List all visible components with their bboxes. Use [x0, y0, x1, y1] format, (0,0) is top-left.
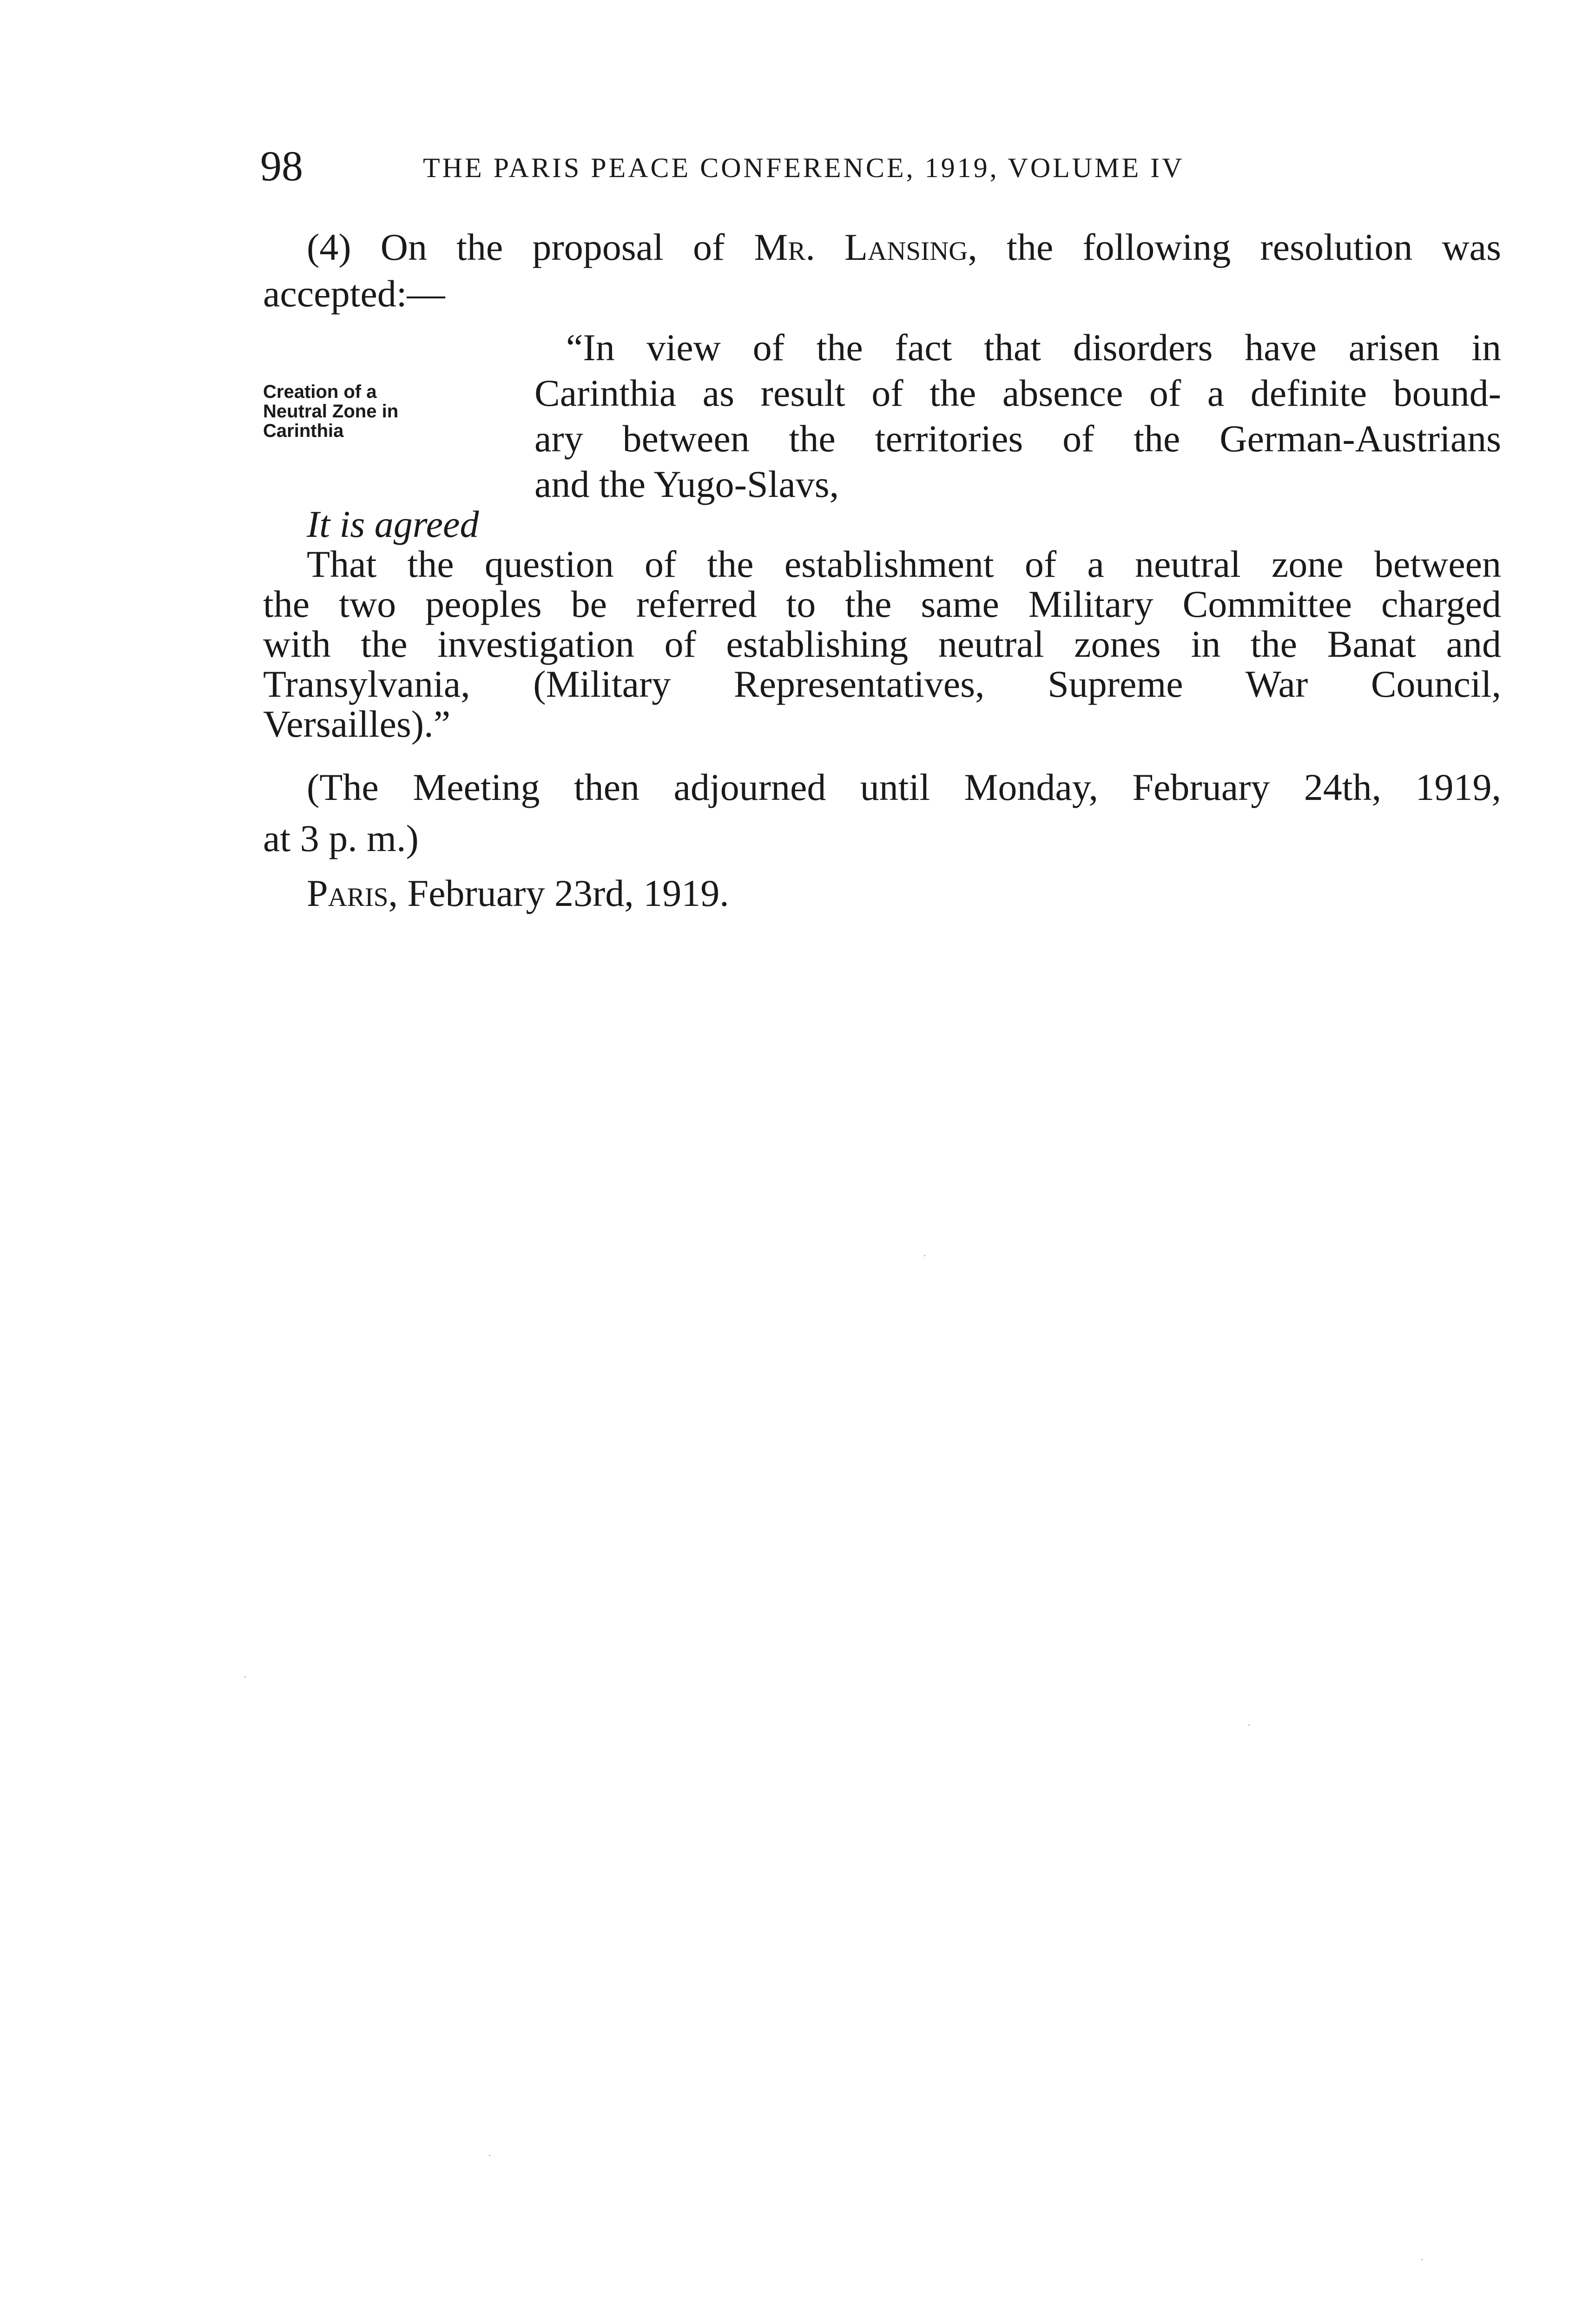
signoff — [307, 872, 729, 915]
scan-speck — [244, 1676, 246, 1677]
agreed-line: the two peoples be referred to the same Military Committee charged — [263, 583, 1501, 625]
intro-line-1: (4) On the proposal of Mr. Lansing, the following resolution was — [307, 226, 1501, 268]
scan-speck — [924, 1255, 925, 1256]
agreed-line: Versailles).” — [263, 703, 450, 745]
intro-line-2: accepted:— — [263, 272, 445, 315]
margin-note-line: Neutral Zone in — [263, 401, 399, 422]
margin-note-line: Carinthia — [263, 421, 344, 441]
scan-speck — [489, 2155, 490, 2156]
agreed-line: That the question of the establishment of a neutral zone between — [307, 543, 1501, 585]
speaker-name: Mr. Lansing — [754, 226, 968, 268]
margin-note-line: Creation of a — [263, 382, 377, 402]
agreed-line: with the investigation of establishing neutral zones in the Banat and — [263, 623, 1501, 665]
adjournment-line: at 3 p. m.) — [263, 817, 419, 859]
page-header — [260, 142, 1515, 190]
quote-line: “In view of the fact that disorders have arisen in — [566, 326, 1501, 369]
quote-line: Carinthia as result of the absence of a definite bound- — [534, 372, 1501, 414]
running-head: THE PARIS PEACE CONFERENCE, 1919, VOLUME IV — [423, 152, 1185, 183]
scan-speck — [1421, 2259, 1423, 2260]
scan-speck — [1248, 1724, 1250, 1726]
signoff-date: , February 23rd, 1919. — [388, 872, 729, 914]
agreed-line: Transylvania, (Military Representatives, Supreme War Council, — [263, 663, 1501, 705]
signoff-place: Paris — [307, 872, 389, 914]
page-number: 98 — [260, 142, 303, 190]
agreed-heading: It is agreed — [307, 503, 479, 545]
quote-line: and the Yugo-Slavs, — [534, 463, 839, 505]
margin-note — [263, 382, 481, 441]
quote-line: ary between the territories of the German-Austrians — [534, 417, 1501, 460]
adjournment-line: (The Meeting then adjourned until Monday, February 24th, 1919, — [307, 766, 1501, 808]
